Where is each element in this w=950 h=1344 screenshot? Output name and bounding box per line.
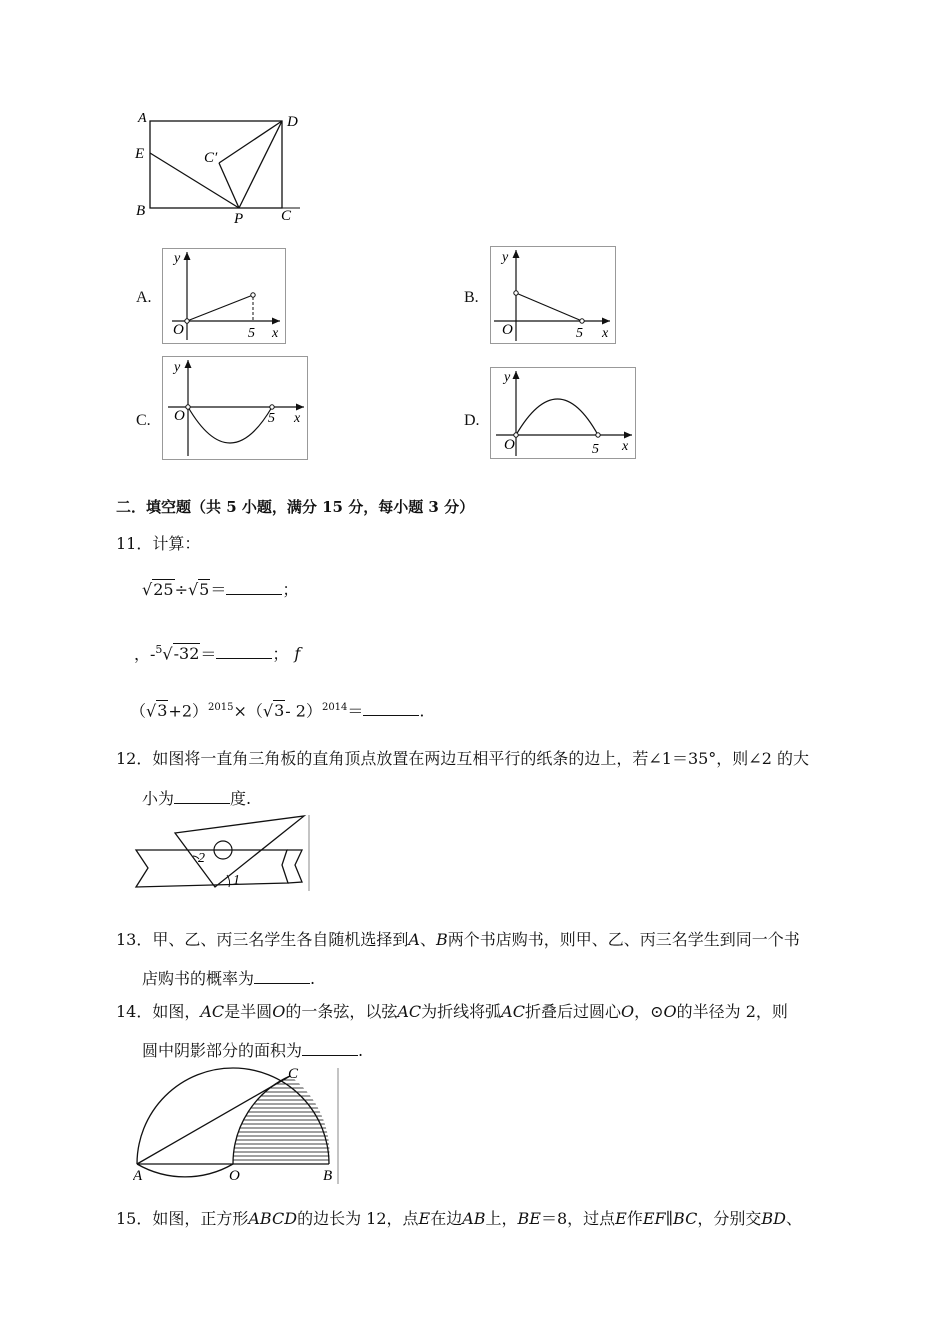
lead: ，-: [134, 644, 156, 664]
y-axis-label: y: [504, 370, 511, 385]
var: O: [272, 1002, 286, 1021]
q12-line2: [142, 789, 251, 809]
var: E: [615, 1209, 627, 1228]
tick-5: 5: [576, 326, 583, 341]
t: 的半径为 2，则: [676, 1002, 788, 1021]
answer-blank: [363, 701, 419, 716]
option-a-label: A.: [136, 289, 152, 306]
option-d-graph: [490, 367, 636, 459]
period: .: [419, 701, 425, 721]
triangle-ruler-figure: [134, 813, 312, 893]
var: BD: [761, 1209, 786, 1228]
paren-open: （: [130, 701, 147, 721]
q12-line1: 12．如图将一直角三角板的直角顶点放置在两边互相平行的纸条的边上，若∠1＝35°，则∠2 的大: [116, 749, 809, 768]
radicand: 5: [199, 580, 210, 599]
label-b: B: [136, 203, 146, 219]
answer-blank: [254, 969, 310, 984]
answer-blank: [302, 1041, 358, 1056]
option-b-graph: [490, 246, 616, 344]
t: ，⊙: [634, 1002, 664, 1021]
t: ＝8，过点: [540, 1209, 616, 1228]
x-axis-label: x: [272, 326, 279, 341]
label-b: B: [323, 1168, 333, 1184]
y-axis-label: y: [174, 360, 181, 375]
origin-label: O: [173, 322, 184, 338]
label-c: C: [281, 208, 292, 224]
var: AC: [397, 1002, 422, 1021]
semicircle-figure: [133, 1066, 343, 1186]
label-a: A: [133, 1168, 143, 1184]
origin-label: O: [504, 437, 515, 453]
label-c-prime: C′: [204, 150, 218, 166]
option-c-graph: [162, 356, 308, 460]
option-d-label: D.: [464, 412, 480, 429]
radicand: 25: [153, 580, 174, 599]
y-axis-label: y: [174, 251, 181, 266]
answer-blank: [226, 580, 282, 595]
var: O: [663, 1002, 677, 1021]
x-axis-label: x: [294, 411, 301, 426]
label-e: E: [135, 146, 145, 162]
radicand: -32: [173, 644, 200, 664]
label-o: O: [229, 1168, 240, 1184]
radicand: 3: [274, 701, 285, 721]
q13-line1: [116, 930, 800, 950]
origin-label: O: [502, 322, 513, 338]
option-c-label: C.: [136, 412, 151, 429]
sep: 、: [419, 930, 436, 949]
q15-line1: [116, 1209, 802, 1229]
q12-text-end: 度.: [230, 789, 252, 808]
q11-stem: 11．计算：: [116, 534, 201, 553]
t: ∥: [665, 1209, 674, 1228]
exponent: 2014: [321, 702, 348, 713]
root-index: 5: [155, 643, 163, 656]
var-b: B: [435, 930, 448, 949]
q14-text: 圆中阴影部分的面积为: [142, 1041, 303, 1060]
q11-line3: [130, 698, 425, 721]
option-a-graph: [162, 248, 286, 344]
t: 、: [785, 1209, 802, 1228]
sqrt-icon: √: [187, 580, 199, 599]
sqrt-icon: √: [146, 701, 157, 721]
q13-text: 店购书的概率为: [142, 969, 255, 988]
q12-text: 小为: [142, 789, 175, 808]
semicolon: ；: [282, 580, 299, 599]
var: E: [418, 1209, 431, 1228]
label-a: A: [138, 111, 147, 126]
t: ，分别交: [697, 1209, 762, 1228]
answer-blank: [216, 644, 272, 659]
times: ×（: [233, 701, 263, 721]
var: AC: [501, 1002, 525, 1021]
q13-text: 两个书店购书，则甲、乙、丙三名学生到同一个书: [447, 930, 800, 949]
rectangle-fold-figure: [128, 108, 308, 228]
q11-line2: [134, 640, 300, 664]
tick-5: 5: [248, 326, 255, 341]
sqrt-icon: √: [162, 644, 173, 664]
equals: ＝: [347, 701, 364, 721]
option-b-label: B.: [464, 289, 479, 306]
tick-5: 5: [592, 442, 599, 457]
period: .: [310, 969, 316, 988]
t: 14．如图，: [116, 1002, 201, 1021]
q11-line1: [142, 580, 298, 600]
var-a: A: [408, 930, 420, 949]
angle-1-label: 1: [233, 873, 240, 888]
answer-blank: [174, 789, 230, 804]
sqrt-icon: √: [262, 701, 274, 721]
period: .: [358, 1041, 364, 1060]
y-axis-label: y: [502, 250, 509, 265]
sqrt-icon: √: [142, 580, 153, 599]
angle-2-label: 2: [198, 851, 205, 866]
var: ABCD: [248, 1209, 298, 1228]
section-heading: 二．填空题（共 5 小题，满分 15 分，每小题 3 分）: [116, 498, 475, 516]
minus-two: - 2）: [285, 701, 322, 721]
var: O: [620, 1002, 635, 1021]
t: 是半圆: [224, 1002, 273, 1021]
plus-two: +2）: [168, 701, 208, 721]
t: 在边: [430, 1209, 463, 1228]
equals: ＝: [210, 580, 227, 599]
var: AC: [200, 1002, 225, 1021]
divide: ÷: [174, 580, 188, 599]
equals: ＝: [200, 644, 217, 664]
q14-line1: [116, 1002, 788, 1022]
t: 折叠后过圆心: [524, 1002, 621, 1021]
q13-line2: [142, 969, 315, 989]
radicand: 3: [157, 701, 168, 721]
var: BE: [517, 1209, 541, 1228]
t: 的边长为 12，点: [297, 1209, 419, 1228]
var: AB: [462, 1209, 486, 1228]
label-d: D: [287, 114, 298, 130]
t: 为折线将弧: [421, 1002, 502, 1021]
stray-f: f: [294, 644, 301, 664]
var: BC: [673, 1209, 698, 1228]
semicolon: ；: [272, 644, 289, 664]
q14-line2: [142, 1041, 363, 1061]
x-axis-label: x: [602, 326, 609, 341]
label-c: C: [288, 1066, 299, 1082]
origin-label: O: [174, 408, 185, 424]
tick-5: 5: [268, 411, 275, 426]
exponent: 2015: [208, 702, 234, 713]
q13-text: 13．甲、乙、丙三名学生各自随机选择到: [116, 930, 409, 949]
label-p: P: [234, 211, 244, 227]
t: 上，: [485, 1209, 518, 1228]
var: EF: [642, 1209, 666, 1228]
t: 作: [626, 1209, 643, 1228]
x-axis-label: x: [622, 439, 629, 454]
t: 的一条弦，以弦: [285, 1002, 398, 1021]
t: 15．如图，正方形: [116, 1209, 249, 1228]
